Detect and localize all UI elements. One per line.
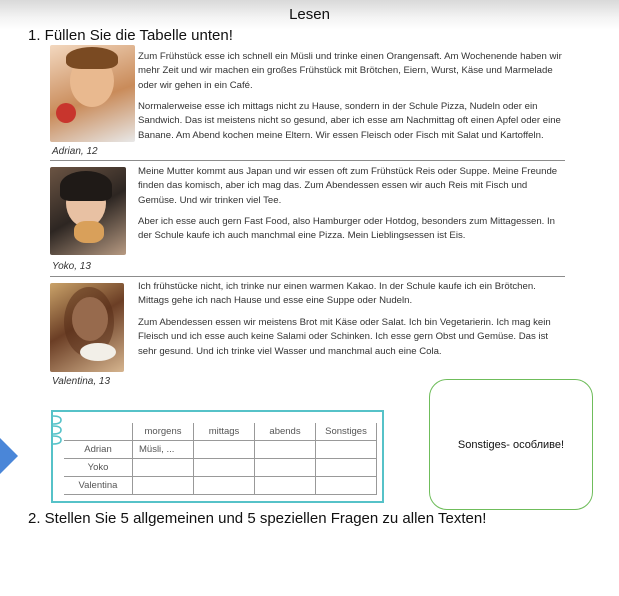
header-mittags: mittags bbox=[194, 423, 255, 441]
name-adrian: Adrian, 12 bbox=[52, 146, 98, 157]
adrian-photo bbox=[50, 45, 135, 142]
table-header-row bbox=[64, 423, 377, 441]
task-1-heading: 1. Füllen Sie die Tabelle unten! bbox=[28, 27, 233, 44]
divider bbox=[50, 160, 565, 161]
meal-table bbox=[64, 423, 377, 495]
name-yoko: Yoko, 13 bbox=[52, 261, 91, 272]
yoko-paragraph-1: Meine Mutter kommt aus Japan und wir essen oft zum Frühstück Reis oder Suppe. Meine Freunde finden das komisch, aber ich mag das. Zum Abendessen essen wir auch Reis mit Fisch und Gemüse. Und wir trinken viel Tee. bbox=[138, 166, 558, 206]
table-cell[interactable] bbox=[255, 459, 316, 477]
task-2-heading: 2. Stellen Sie 5 allgemeinen und 5 speziellen Fragen zu allen Texten! bbox=[28, 510, 487, 527]
row-label-valentina: Valentina bbox=[64, 477, 133, 495]
table-cell[interactable] bbox=[255, 441, 316, 459]
table-cell[interactable] bbox=[316, 477, 377, 495]
yoko-paragraph-2: Aber ich esse auch gern Fast Food, also Hamburger oder Hotdog, besonders zum Mittagessen. In der Schule kaufe ich auch manchmal eine Pizza. Mein Lieblingsessen ist Eis. bbox=[138, 216, 556, 242]
table-cell bbox=[64, 423, 133, 441]
table-cell[interactable] bbox=[194, 459, 255, 477]
row-label-yoko: Yoko bbox=[64, 459, 133, 477]
page-title: Lesen bbox=[289, 6, 330, 23]
spiral-binding-icon bbox=[51, 412, 65, 448]
valentina-paragraph-2: Zum Abendessen essen wir meistens Brot mit Käse oder Salat. Ich bin Vegetarierin. Ich mag kein Fleisch und ich esse auch keine Salami oder Schinken. Ich esse gern Obst und Gemüse. Das ist sehr gesund. Und ich trinke viel Wasser und manchmal auch eine Cola. bbox=[138, 317, 551, 357]
table-row bbox=[64, 477, 377, 495]
valentina-photo bbox=[50, 283, 124, 372]
table-row bbox=[64, 459, 377, 477]
table-cell[interactable] bbox=[133, 459, 194, 477]
table-cell[interactable] bbox=[316, 441, 377, 459]
table-cell[interactable] bbox=[194, 477, 255, 495]
table-cell[interactable] bbox=[133, 477, 194, 495]
valentina-paragraph-1: Ich frühstücke nicht, ich trinke nur einen warmen Kakao. In der Schule kaufe ich ein Brötchen. Mittags gehe ich nach Hause und esse eine Suppe oder Nudeln. bbox=[138, 281, 536, 307]
adrian-paragraph-1: Zum Frühstück esse ich schnell ein Müsli und trinke einen Orangensaft. Am Wochenende haben wir mehr Zeit und wir machen ein großes Frühstück mit Brötchen, Eiern, Wurst, Käse und Marmelade oder wir gehen in ein Café. bbox=[138, 51, 562, 91]
yoko-photo bbox=[50, 167, 126, 255]
arrow-right-icon bbox=[0, 436, 20, 476]
name-valentina: Valentina, 13 bbox=[52, 376, 111, 387]
table-cell[interactable] bbox=[316, 459, 377, 477]
table-cell[interactable] bbox=[194, 441, 255, 459]
header-abends: abends bbox=[255, 423, 316, 441]
divider bbox=[50, 276, 565, 277]
row-label-adrian: Adrian bbox=[64, 441, 133, 459]
table-cell[interactable]: Müsli, ... bbox=[133, 441, 194, 459]
note-text: Sonstiges- особливе! bbox=[457, 439, 565, 451]
table-row bbox=[64, 441, 377, 459]
adrian-paragraph-2: Normalerweise esse ich mittags nicht zu Hause, sondern in der Schule Pizza, Nudeln oder ein Sandwich. Das ist meistens nicht so gesund, aber ich esse am Nachmittag oft einen Apfel oder eine Banane. Am Abend kochen meine Eltern. Wir essen Fleisch oder Fisch mit Salat und Kartoffeln. bbox=[138, 101, 561, 141]
header-morgens: morgens bbox=[133, 423, 194, 441]
table-cell[interactable] bbox=[255, 477, 316, 495]
header-sonstiges: Sonstiges bbox=[316, 423, 377, 441]
